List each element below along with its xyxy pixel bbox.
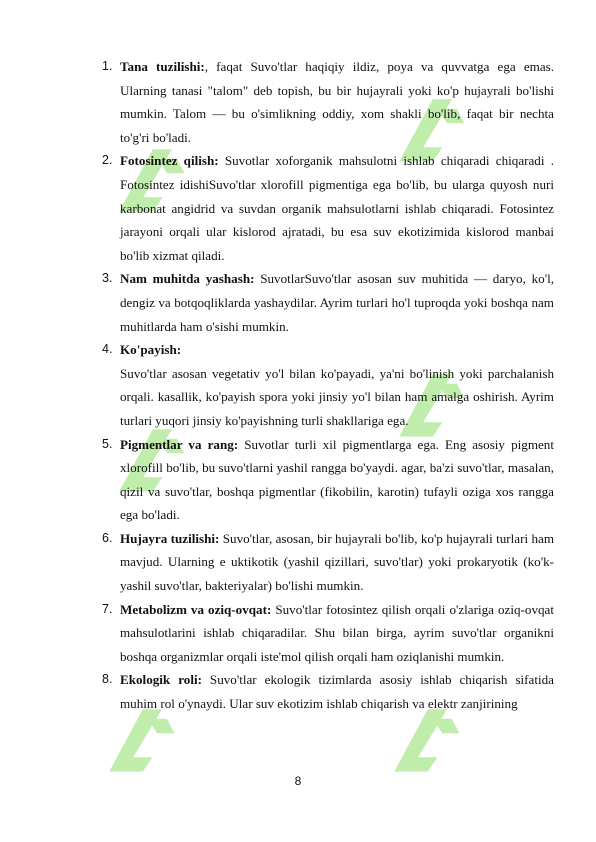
list-item (102, 267, 554, 338)
numbered-list (102, 55, 554, 716)
item-title: Hujayra tuzilishi: (120, 530, 220, 546)
list-number: 2. (102, 153, 113, 168)
item-title: Ko'payish: (120, 342, 182, 358)
page-number: 8 (294, 774, 302, 788)
list-number: 4. (102, 342, 113, 357)
item-title: Nam muhitda yashash: (120, 271, 255, 287)
item-text: Suvotlar turli xil pigmentlarga ega. Eng asosiy pigment xlorofill bo'lib, bu suvo'tlarni yashil rangga bo'yaydi. agar, ba'zi suvo'tlar, masalan, qizil va suvo'tlar, boshqa pigmentlar (fikobilin, karotin) tufayli oziga xos rangga ega bo'ladi. (120, 436, 554, 523)
item-text: Suvo'tlar fotosintez qilish orqali o'zlariga oziq-ovqat mahsulotlarini ishlab chiqaradilar. Shu bilan birga, ayrim suvo'tlar organikni boshqa organizmlar orqali iste'mol qilish orqali ham oziqlanishi mumkin. (120, 601, 554, 664)
list-item (102, 55, 554, 149)
item-title: Fotosintez qilish: (120, 153, 219, 169)
list-number: 8. (102, 672, 113, 687)
item-text: SuvotlarSuvo'tlar asosan suv muhitida — daryo, ko'l, dengiz va botqoqliklarda yashaydilar. Ayrim turlari ho'l tuproqda yoki boshqa nam muhitlarda ham o'sishi mumkin. (120, 271, 554, 334)
list-number: 5. (102, 436, 113, 451)
list-item (102, 149, 554, 267)
list-number: 7. (102, 601, 113, 616)
list-item (102, 338, 554, 432)
list-number: 3. (102, 271, 113, 286)
item-text: Suvo'tlar ekologik tizimlarda asosiy ishlab chiqarish sifatida muhim rol o'ynaydi. Ular suv ekotizim ishlab chiqarish va elektr zanjirining (120, 672, 554, 712)
item-text: Suvo'tlar asosan vegetativ yo'l bilan ko'payadi, ya'ni bo'linish yoki parchalanish orqali. kasallik, ko'payish spora yoki jinsiy yo'l bilan ham amalga oshirish. Ayrim turlari yuqori jinsiy ko'payishning turli shakllariga ega. (120, 365, 554, 428)
list-item (102, 527, 554, 598)
list-number: 6. (102, 530, 113, 545)
list-item (102, 668, 554, 715)
item-text: Suvotlar xoforganik mahsulotni ishlab chiqaradi chiqaradi . Fotosintez idishiSuvo'tlar xlorofill pigmentiga ega bo'lib, bu ularga quyosh nuri karbonat angidrid va suvdan organik mahsulotlarni ishlab chiqaradi. Fotosintez jarayoni orqali ular kislorod ajratadi, bu esa suv ekotizimida kislorod manbai bo'lib xizmat qiladi. (120, 153, 554, 263)
item-title: Ekologik roli: (120, 672, 202, 688)
list-number: 1. (102, 59, 113, 73)
item-title: Metabolizm va oziq-ovqat: (120, 601, 272, 617)
list-item (102, 598, 554, 669)
item-text: , faqat Suvo'tlar haqiqiy ildiz, poya va quvvatga ega emas. Ularning tanasi "talom" deb topish, bu bir hujayrali yoki ko'p hujayrali bo'lishi mumkin. Talom — bu o'simlikning oddiy, xom shakli bo'lib, faqat bir nechta to'g'ri bo'ladi. (120, 59, 554, 145)
item-title: Pigmentlar va rang: (120, 436, 239, 452)
document-body (102, 55, 554, 716)
item-title: Tana tuzilishi: (120, 59, 205, 74)
item-text: Suvo'tlar, asosan, bir hujayrali bo'lib, ko'p hujayrali turlari ham mavjud. Ularning e uktikotik (yashil qizillari, suvo'tlar) yoki prokaryotik (ko'k-yashil suvo'tlar, bakteriyalar) bo'lishi mumkin. (120, 530, 555, 594)
list-item (102, 433, 554, 527)
